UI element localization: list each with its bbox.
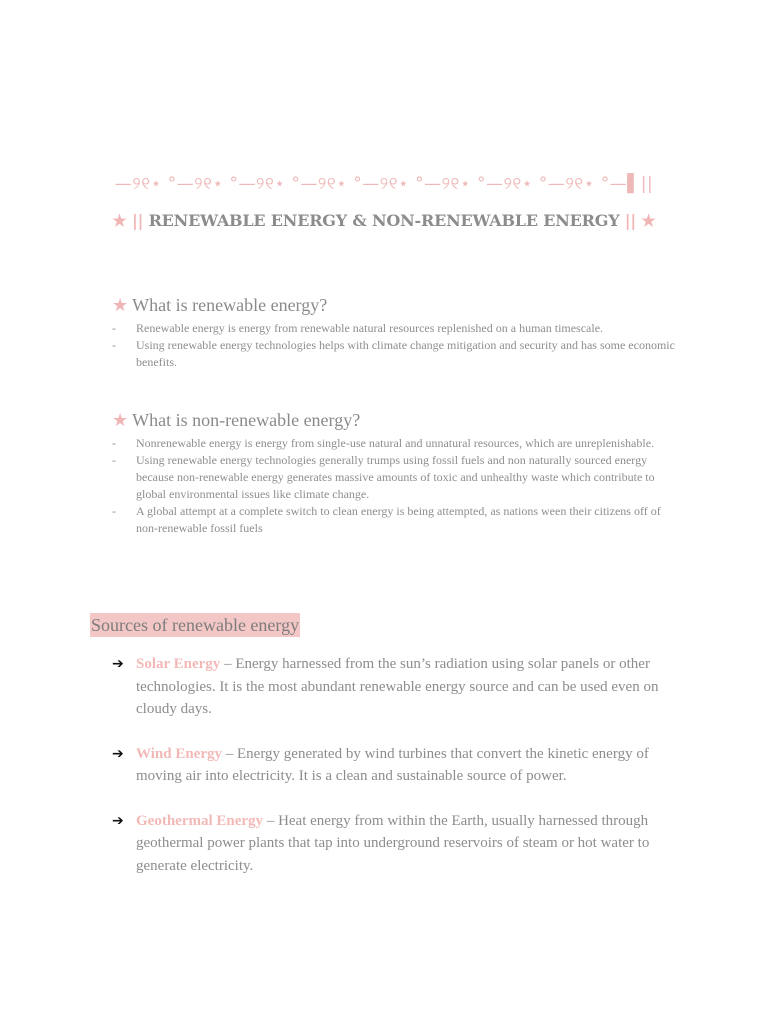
list-item	[112, 810, 682, 878]
renewable-heading	[112, 294, 682, 316]
non-renewable-section	[112, 409, 682, 537]
star-icon: ★	[112, 295, 129, 315]
non-renewable-heading	[112, 409, 682, 431]
sources-heading: Sources of renewable energy	[91, 615, 300, 635]
source-description: – Energy harnessed from the sun’s radiation using solar panels or other technologies. It is the most abundant renewable energy source and can be used even on cloudy days.	[136, 656, 659, 717]
bullet-text: A global attempt at a complete switch to clean energy is being attempted, as nations ween their citizens off of non-renewable fossil fuels	[136, 504, 661, 535]
arrow-right-icon: ➔	[112, 745, 124, 762]
list-item: - Using renewable energy technologies generally trumps using fossil fuels and non naturally sourced energy because non-renewable energy generates massive amounts of toxic and unhealthy waste which contribute to global environmental issues like climate change.	[112, 453, 655, 501]
renewable-heading-text: What is renewable energy?	[132, 295, 328, 315]
star-icon: ★	[112, 211, 127, 230]
source-term: Solar Energy	[136, 656, 221, 672]
source-term: Wind Energy	[136, 745, 222, 762]
bullet-text: Renewable energy is energy from renewable natural resources replenished on a human timescale.	[136, 321, 604, 335]
list-item	[112, 743, 682, 788]
source-description: – Energy generated by wind turbines that convert the kinetic energy of moving air into electricity. It is a clean and sustainable source of power.	[136, 745, 649, 784]
title-text: RENEWABLE ENERGY & NON-RENEWABLE ENERGY	[148, 211, 620, 230]
renewable-section	[112, 294, 682, 371]
arrow-right-icon: ➔	[112, 812, 124, 829]
bullet-text: Using renewable energy technologies generally trumps using fossil fuels and non naturally sourced energy because non-renewable energy generates massive amounts of toxic and unhealthy waste which contribute to global environmental issues like climate change.	[136, 453, 655, 501]
source-description: – Heat energy from within the Earth, usually harnessed through geothermal power plants that tap into underground reservoirs of steam or hot water to generate electricity.	[136, 812, 650, 874]
bullet-text: Nonrenewable energy is energy from single-use natural and unnatural resources, which are unreplenishable.	[136, 436, 655, 450]
list-item: - Renewable energy is energy from renewable natural resources replenished on a human timescale.	[112, 321, 604, 335]
star-icon: ★	[641, 211, 656, 230]
list-item: - A global attempt at a complete switch to clean energy is being attempted, as nations ween their citizens off of non-renewable fossil fuels	[112, 504, 661, 535]
sources-list	[112, 653, 682, 877]
renewable-bullets	[112, 320, 682, 371]
title-bars-left: ||	[131, 211, 144, 230]
source-term: Geothermal Energy	[136, 812, 264, 829]
decorative-divider: —୨୧⋆ °—୨୧⋆ °—୨୧⋆ °—୨୧⋆ °—୨୧⋆ °—୨୧⋆ °—୨୧⋆ °—୨୧⋆ °—▌||	[114, 174, 654, 194]
list-item: - Using renewable energy technologies helps with climate change mitigation and security and has some economic benefits.	[112, 338, 675, 369]
non-renewable-bullets	[112, 435, 682, 537]
bullet-text: Using renewable energy technologies helps with climate change mitigation and security and has some economic benefits.	[136, 338, 675, 369]
document-title	[0, 211, 768, 230]
list-item	[112, 653, 682, 721]
non-renewable-heading-text: What is non-renewable energy?	[132, 410, 361, 430]
title-bars-right: ||	[624, 211, 637, 230]
star-icon: ★	[112, 410, 129, 430]
list-item: - Nonrenewable energy is energy from single-use natural and unnatural resources, which are unreplenishable.	[112, 436, 655, 450]
arrow-right-icon: ➔	[112, 656, 124, 672]
